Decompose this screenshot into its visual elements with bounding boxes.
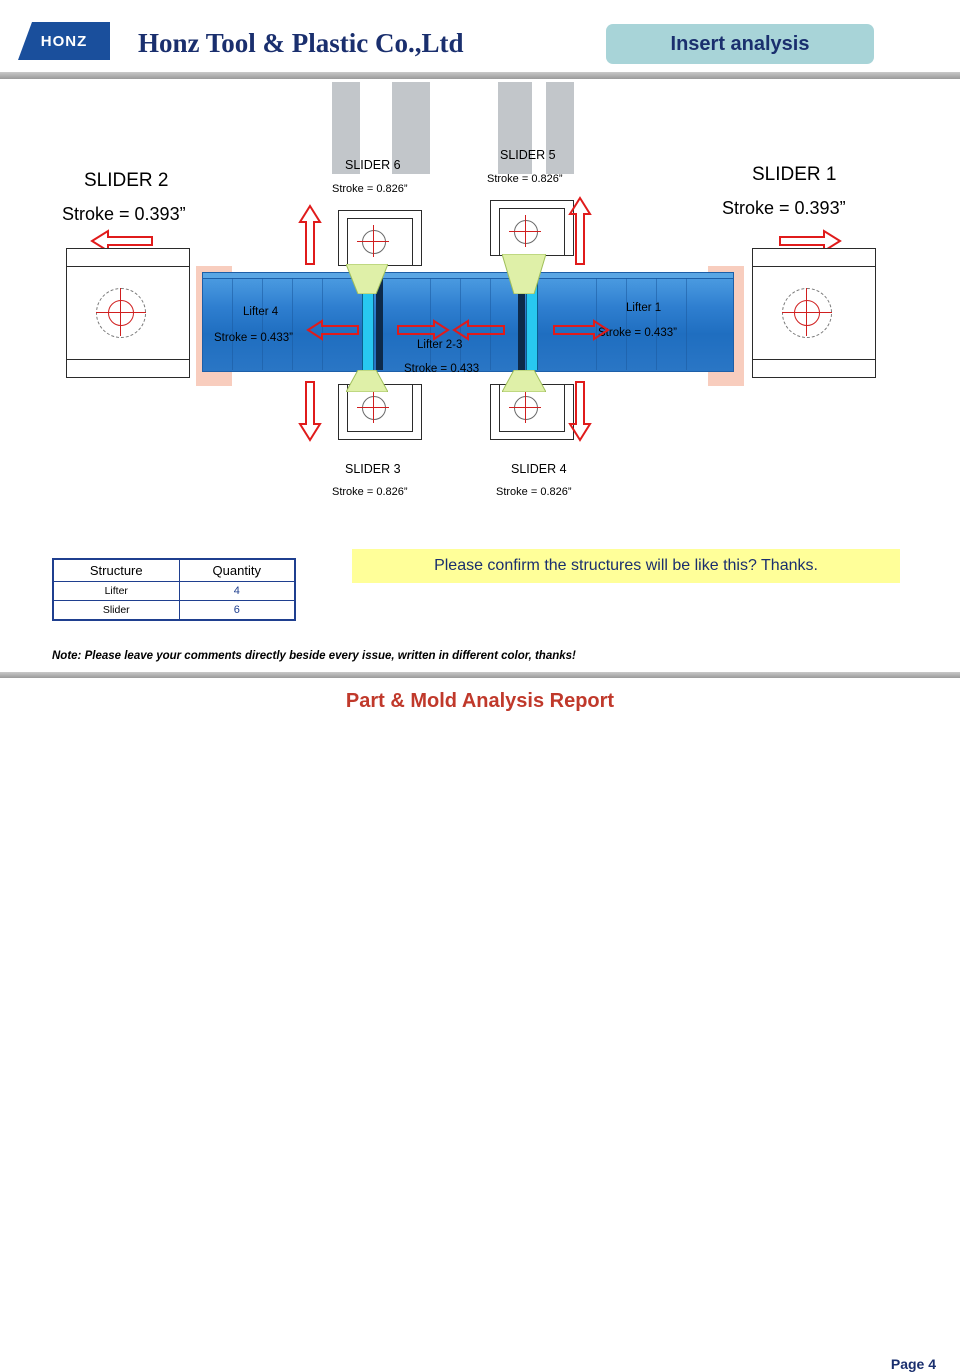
table-cell-structure: Lifter: [53, 582, 179, 601]
insert-analysis-badge: [606, 24, 874, 64]
slider1-crosshair-h: [782, 312, 832, 313]
slider1-crosshair-v: [806, 288, 807, 336]
slider2-stroke: Stroke = 0.393”: [62, 204, 186, 224]
lifter4-direction-arrow: [306, 318, 360, 342]
slider6-stroke: Stroke = 0.826”: [332, 183, 408, 195]
report-title: Part & Mold Analysis Report: [345, 690, 615, 712]
mold-diagram: [0, 82, 960, 552]
company-name: Honz Tool & Plastic Co.,Ltd: [138, 28, 464, 58]
insert-analysis-label: Insert analysis: [670, 32, 810, 55]
slider5-circle: [514, 220, 538, 244]
slider3-direction-arrow: [298, 380, 322, 442]
slider1-stroke: Stroke = 0.393”: [722, 198, 846, 218]
slider6-wedge: [346, 264, 388, 294]
table-header-quantity: Quantity: [179, 559, 295, 582]
lifter1-direction-arrow: [552, 318, 610, 342]
slider2-title: SLIDER 2: [84, 170, 169, 191]
confirm-banner: [352, 549, 900, 583]
lifter23-stroke: Stroke = 0.433: [404, 363, 480, 375]
slider5-stroke: Stroke = 0.826”: [487, 173, 563, 185]
table-cell-quantity: 6: [179, 601, 295, 621]
slider4-stroke: Stroke = 0.826”: [496, 486, 572, 498]
slider3-circle: [362, 396, 386, 420]
table-header-row: [53, 559, 295, 582]
slider4-wedge: [502, 370, 546, 392]
table-row: [53, 582, 295, 601]
slider2-crosshair-v: [120, 288, 121, 336]
lifter23-left-arrow: [396, 318, 450, 342]
structure-quantity-table: [52, 558, 296, 621]
company-logo: [18, 22, 110, 60]
slider5-direction-arrow: [568, 196, 592, 266]
lifter23-title: Lifter 2-3: [417, 339, 463, 351]
header-divider: [0, 72, 960, 79]
slider5-wedge: [502, 254, 546, 294]
lifter23-right-arrow: [452, 318, 506, 342]
table-cell-quantity: 4: [179, 582, 295, 601]
slider6-direction-arrow: [298, 204, 322, 266]
slider4-title: SLIDER 4: [511, 462, 567, 476]
lifter1-stroke: Stroke = 0.433”: [598, 327, 677, 339]
slider2-core-circle: [108, 300, 134, 326]
slider3-wedge: [346, 370, 388, 392]
logo-text: HONZ: [40, 32, 88, 50]
table-row: [53, 601, 295, 621]
lifter4-title: Lifter 4: [243, 306, 279, 318]
slider6-circle: [362, 230, 386, 254]
slider4-circle: [514, 396, 538, 420]
slider3-stroke: Stroke = 0.826”: [332, 486, 408, 498]
footer-note: Note: Please leave your comments directly beside every issue, written in different color, thanks!: [52, 650, 576, 662]
lifter1-title: Lifter 1: [626, 302, 662, 314]
slider5-title: SLIDER 5: [500, 148, 556, 162]
page-number: Page 4: [890, 1356, 936, 1372]
slider3-title: SLIDER 3: [345, 462, 401, 476]
lifter4-stroke: Stroke = 0.433”: [214, 332, 293, 344]
slider2-crosshair-h: [96, 312, 146, 313]
slider1-title: SLIDER 1: [752, 164, 837, 185]
page-header: [0, 0, 960, 78]
slider1-core-circle: [794, 300, 820, 326]
header-divider-highlight: [0, 79, 960, 81]
confirm-banner-text: Please confirm the structures will be like this? Thanks.: [434, 557, 818, 574]
slider4-direction-arrow: [568, 380, 592, 442]
slider6-title: SLIDER 6: [345, 158, 401, 172]
table-header-structure: Structure: [53, 559, 179, 582]
table-cell-structure: Slider: [53, 601, 179, 621]
